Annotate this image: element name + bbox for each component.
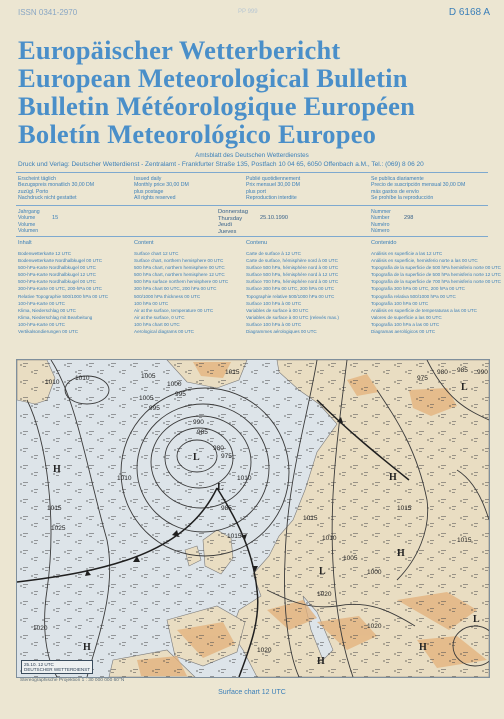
isobar-label: 1015 — [227, 533, 242, 540]
title-german: Europäischer Wetterbericht — [18, 35, 341, 65]
contents-item: 500-hPa-Karte Nordhalbkugel 00 UTC — [18, 279, 96, 285]
document-number: D 6168 A — [448, 7, 490, 18]
contents-item: Topografía relativa 500/1000 hPa 00 UTC — [371, 293, 456, 299]
map-projection-note: Stereographische Projektion 1 : 30 000 000 60°N — [20, 678, 125, 683]
isobar-label: 995 — [149, 405, 160, 412]
divider — [16, 172, 488, 173]
low-pressure-center: L — [473, 614, 480, 625]
contents-item: Topografía de la superficie de 700 hPa hemisferio norte 00 UTC — [371, 279, 501, 285]
contents-list-fr — [246, 250, 339, 335]
contents-item: Air at the surface, temperature 00 UTC — [134, 307, 214, 313]
isobar-label: 1010 — [75, 375, 90, 382]
isobar-label: 1005 — [139, 395, 154, 402]
isobar-label: 975 — [221, 453, 232, 460]
isobar-label: 1010 — [322, 535, 337, 542]
contents-item: Air at the surface, 0 UTC — [134, 314, 185, 320]
isobar-label: 990 — [193, 419, 204, 426]
contents-item: Topografía de la superficie de 500 hPa hemisferio norte 00 UTC — [371, 265, 501, 271]
contents-item: Surface chart, northern hemisphere 00 UTC — [134, 258, 224, 264]
isobar-label: 985 — [221, 505, 232, 512]
low-pressure-center: L — [461, 382, 468, 393]
official-gazette-line: Amtsblatt des Deutschen Wetterdienstes — [195, 152, 309, 159]
isobar-label: 985 — [197, 429, 208, 436]
contents-item: Surface chart 12 UTC — [134, 251, 179, 256]
surface-weather-map — [16, 359, 490, 678]
contents-item: Análisis en superficie, hemisferio norte a las 00 UTC — [371, 258, 478, 264]
contents-item: Topografía 100 hPa a las 00 UTC — [371, 321, 440, 327]
subscription-en: Issued daily Monthly price 30,00 DM plus postage All rights reserved — [134, 176, 189, 201]
contents-item: Vertikalsondierungen 00 UTC — [18, 329, 79, 335]
contents-list-en — [134, 250, 228, 335]
contents-item: Topografía de la superficie de 500 hPa hemisferio norte 12 UTC — [371, 272, 501, 278]
map-stamp: 25.10. 12 UTC DEUTSCHER WETTERDIENST — [21, 660, 93, 674]
subscription-de: Erscheint täglich Bezugspreis monatlich 30,00 DM zuzügl. Porto Nachdruck nicht gestattet — [18, 176, 95, 201]
isobar-label: 1000 — [167, 381, 182, 388]
isobar-label: 1015 — [397, 505, 412, 512]
low-pressure-center: L — [217, 482, 224, 493]
isobar-label: 1015 — [225, 369, 240, 376]
contents-item: 300-hPa-Karte 00 UTC, 200-hPa 00 UTC — [18, 286, 103, 292]
contents-item: Bodenwetterkarte 12 UTC — [18, 251, 72, 256]
contents-item: 100-hPa-Karte 00 UTC — [18, 321, 65, 327]
isobar-label: 1000 — [367, 569, 382, 576]
contents-list-de — [18, 250, 108, 335]
isobar-label: 1010 — [237, 475, 252, 482]
contents-item: Carte de surface à 12 UTC — [246, 251, 301, 256]
high-pressure-center: H — [397, 548, 405, 559]
contents-item: Surface 700 hPa, hémisphère nord à 00 UTC — [246, 279, 339, 285]
isobar-label: 1020 — [33, 625, 48, 632]
contents-item: 500-hPa-Karte Nordhalbkugel 12 UTC — [18, 272, 96, 278]
contents-item: Topografía 100 hPa 00 UTC — [371, 300, 429, 306]
contents-item: Surface 500 hPa, hémisphère nord à 12 UTC — [246, 272, 339, 278]
divider — [16, 205, 488, 206]
isobar-label: 1020 — [257, 647, 272, 654]
publisher-line: Druck und Verlag: Deutscher Wetterdienst - Zentralamt - Frankfurter Straße 135, Postfach 10 04 65, 6050 Offenbach a.M., Tel.: (069) 8 06 20 — [18, 161, 424, 168]
weather-map-svg — [17, 360, 489, 677]
contents-item: 100 hPa 00 UTC — [134, 300, 169, 306]
isobar-label: 1010 — [45, 379, 60, 386]
contents-item: 500 hPa surface northern hemisphere 00 UTC — [134, 279, 229, 285]
contents-item: Valores de superficie a las 00 UTC — [371, 314, 442, 320]
high-pressure-center: H — [389, 472, 397, 483]
contents-item: Variables de surface à 00 UTC (relevés max.) — [246, 314, 339, 320]
contents-item: Relative Topographie 500/1000 hPa 00 UTC — [18, 293, 109, 299]
contents-item: 500-hPa-Karte Nordhalbkugel 00 UTC — [18, 265, 96, 271]
low-pressure-center: L — [193, 452, 200, 463]
isobar-label: 1015 — [47, 505, 62, 512]
divider — [16, 236, 488, 237]
contents-item: Topografía 300 hPa 00 UTC, 200 hPa 00 UTC — [371, 286, 465, 292]
contents-item: 500 hPa chart, northern hemisphere 12 UTC — [134, 272, 225, 278]
contents-header-de: Inhalt — [18, 240, 32, 246]
contents-header-fr: Contenu — [246, 240, 268, 246]
isobar-label: 975 — [417, 375, 428, 382]
contents-item: 300 hPa chart 00 UTC, 200 hPa 00 UTC — [134, 286, 217, 292]
isobar-label: 985 — [457, 367, 468, 374]
volume-labels: Jahrgang Volume Volume Volumen — [18, 209, 40, 234]
issue-date: 25.10.1990 — [260, 215, 288, 221]
contents-item: 100 hPa chart 00 UTC — [134, 321, 180, 327]
contents-item: Análisis en superficie de temperaturas a las 00 UTC — [371, 307, 477, 313]
contents-item: 500/1000 hPa thickness 00 UTC — [134, 293, 201, 299]
contents-item: Carte de surface, hémisphère nord à 00 UTC — [246, 258, 338, 264]
subscription-fr: Publié quotidiennement Prix mensuel 30,00 DM plus port Reproduction interdite — [246, 176, 301, 201]
contents-item: 500 hPa chart, northern hemisphere 00 UTC — [134, 265, 225, 271]
contents-item: Klima, Niederschlag mit Bearbeitung — [18, 314, 93, 320]
high-pressure-center: H — [83, 642, 91, 653]
contents-item: Surface 500 hPa, hémisphère nord à 00 UTC — [246, 265, 339, 271]
subscription-es: Se publica diariamente Precio de suscripción mensual 30,00 DM más gastos de envío Se prohíbe la reproducción — [371, 176, 466, 201]
isobar-label: 1020 — [317, 591, 332, 598]
isobar-label: 1015 — [303, 515, 318, 522]
contents-item: Bodenwetterkarte Nordhalbkugel 00 UTC — [18, 258, 103, 264]
isobar-label: 1005 — [343, 555, 358, 562]
contents-item: Topographie relative 500/1000 hPa 00 UTC — [246, 293, 335, 299]
isobar-label: 1015 — [457, 537, 472, 544]
isobar-label: 990 — [477, 369, 488, 376]
map-caption: Surface chart 12 UTC — [218, 689, 286, 696]
isobar-label: 980 — [213, 445, 224, 452]
contents-header-en: Content — [134, 240, 154, 246]
contents-item: Surface 100 hPa à 00 UTC — [246, 321, 302, 327]
isobar-label: 980 — [437, 369, 448, 376]
contents-header-es: Contenido — [371, 240, 397, 246]
contents-item: Surface 100 hPa à 00 UTC — [246, 300, 302, 306]
weekday: Donnerstag Thursday Jeudi Jueves — [218, 209, 248, 235]
contents-item: Variables de surface à 00 UTC — [246, 307, 309, 313]
contents-item: Surface 300 hPa 00 UTC, 200 hPa 00 UTC — [246, 286, 335, 292]
contents-item: Aerological diagrams 00 UTC — [134, 329, 194, 335]
isobar-label: 1025 — [51, 525, 66, 532]
low-pressure-center: L — [319, 566, 326, 577]
contents-list-es — [371, 250, 501, 335]
issn-number: ISSN 0341-2970 — [18, 8, 78, 17]
contents-item: Diagramas aerológicos 00 UTC — [371, 329, 436, 335]
contents-item: Klima, Niederschlag 00 UTC — [18, 307, 76, 313]
contents-item: Análisis en superficie a las 12 UTC — [371, 251, 443, 256]
faint-mark: PP 999 — [238, 9, 258, 15]
title-english: European Meteorological Bulletin — [18, 63, 408, 93]
number-labels: Nummer Number Numéro Número — [371, 209, 391, 234]
high-pressure-center: H — [53, 464, 61, 475]
isobar-label: 1020 — [367, 623, 382, 630]
isobar-label: 1005 — [141, 373, 156, 380]
high-pressure-center: H — [419, 642, 427, 653]
volume-value: 15 — [52, 215, 59, 221]
issue-number: 298 — [404, 215, 414, 221]
high-pressure-center: H — [317, 656, 325, 667]
title-french: Bulletin Météorologique Européen — [18, 91, 416, 121]
contents-item: Diagrammes aérologiques 00 UTC — [246, 329, 317, 335]
contents-item: 100-hPa-Karte 00 UTC — [18, 300, 65, 306]
isobar-label: 995 — [175, 391, 186, 398]
title-spanish: Boletín Meteorológico Europeo — [18, 119, 377, 149]
isobar-label: 1010 — [117, 475, 132, 482]
